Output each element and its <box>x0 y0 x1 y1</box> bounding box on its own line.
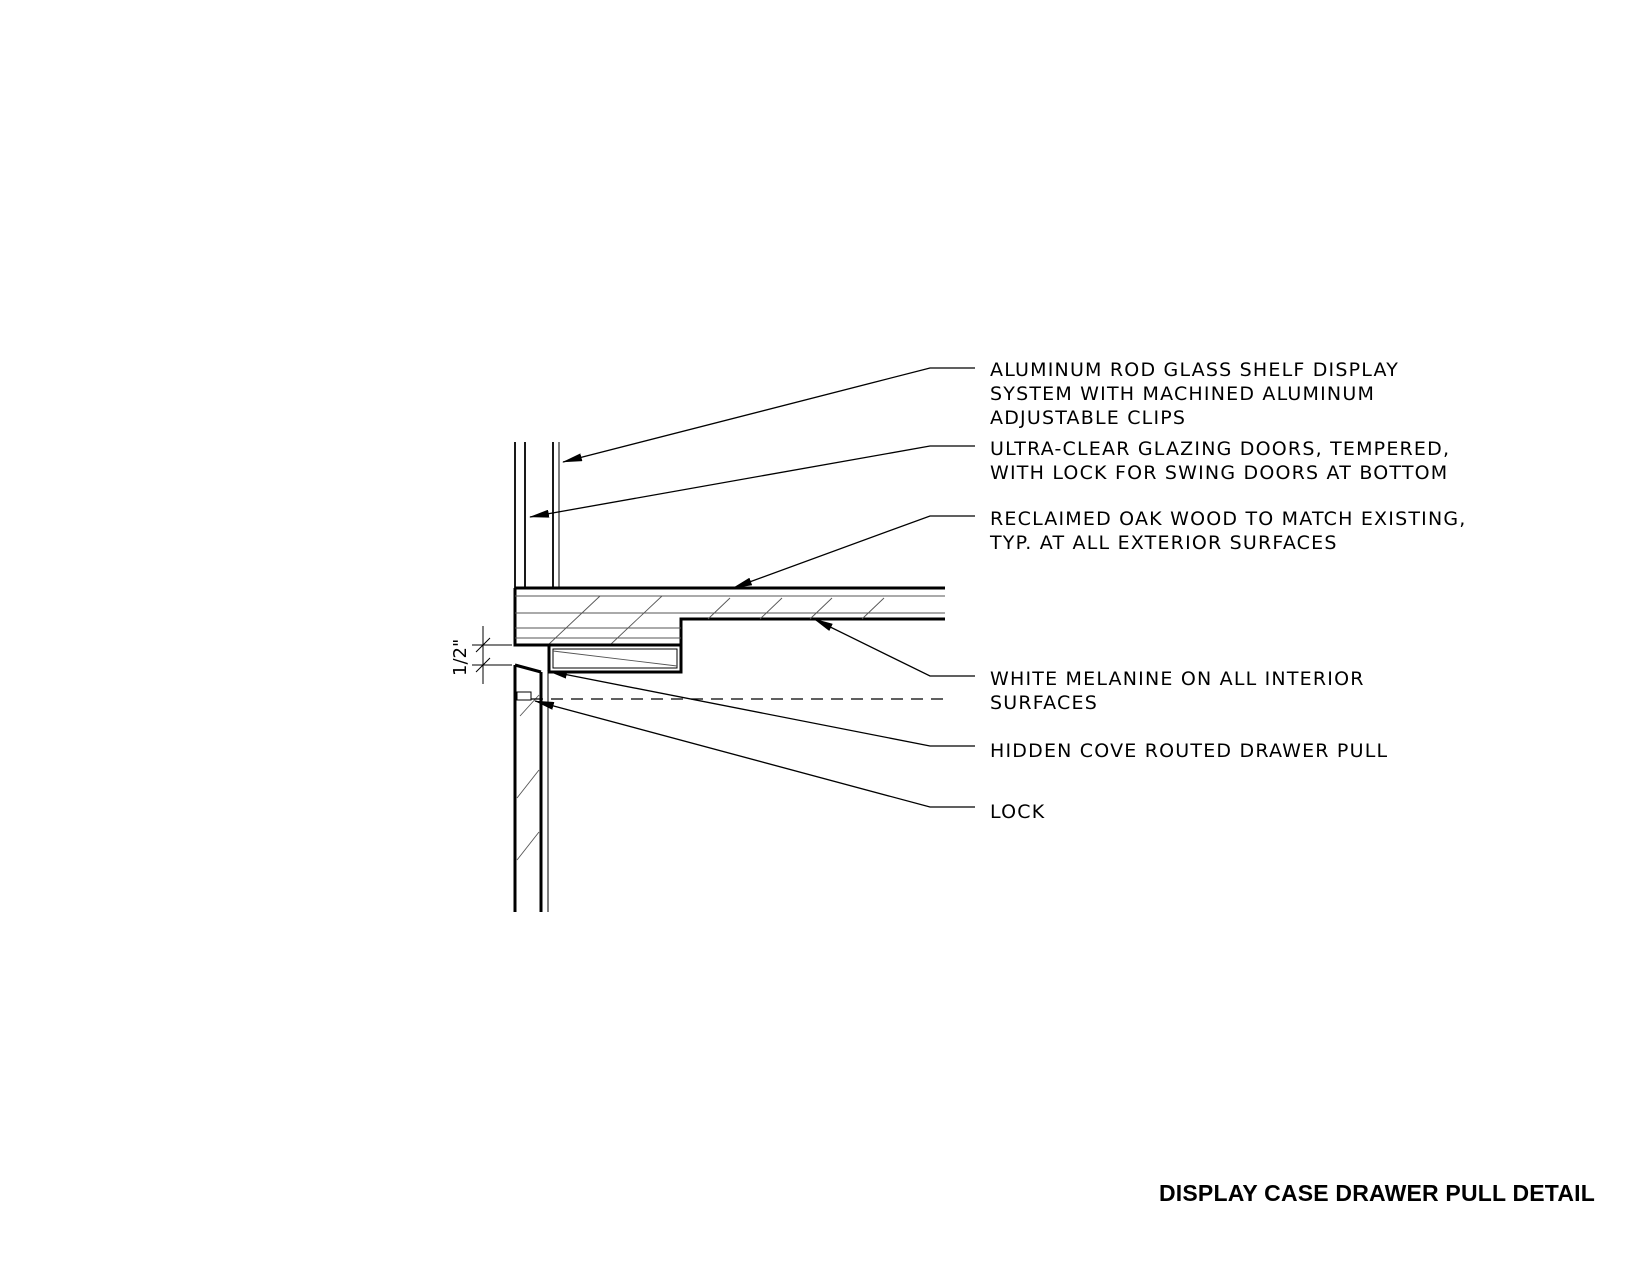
leader-oak-wood <box>733 516 975 588</box>
callout-shelf-system: ALUMINUM ROD GLASS SHELF DISPLAY SYSTEM WITH MACHINED ALUMINUM ADJUSTABLE CLIPS <box>990 359 1400 429</box>
callout-oak-wood: RECLAIMED OAK WOOD TO MATCH EXISTING, TYP. AT ALL EXTERIOR SURFACES <box>990 508 1467 554</box>
callout-glazing-doors: ULTRA-CLEAR GLAZING DOORS, TEMPERED, WITH LOCK FOR SWING DOORS AT BOTTOM <box>990 438 1451 484</box>
callout-drawer-pull: HIDDEN COVE ROUTED DRAWER PULL <box>990 740 1389 762</box>
glass-shelf-rod <box>553 442 559 588</box>
dimension-label: 1/2" <box>450 638 471 676</box>
leader-lock <box>535 701 975 807</box>
callout-lock: LOCK <box>990 801 1046 823</box>
callout-melanine: WHITE MELANINE ON ALL INTERIOR SURFACES <box>990 668 1365 714</box>
drawing-title: DISPLAY CASE DRAWER PULL DETAIL <box>1158 1180 1595 1206</box>
leader-glazing-doors <box>530 446 975 517</box>
cabinet-side-panel <box>515 665 548 912</box>
leader-shelf-system <box>563 368 975 462</box>
glazing-door <box>515 442 525 588</box>
drawer-box <box>549 645 681 672</box>
lock-block <box>517 692 531 700</box>
leader-melanine <box>814 619 975 676</box>
leader-drawer-pull <box>548 671 975 746</box>
top-oak-panel <box>515 588 945 645</box>
dimension-half-inch <box>472 626 512 684</box>
